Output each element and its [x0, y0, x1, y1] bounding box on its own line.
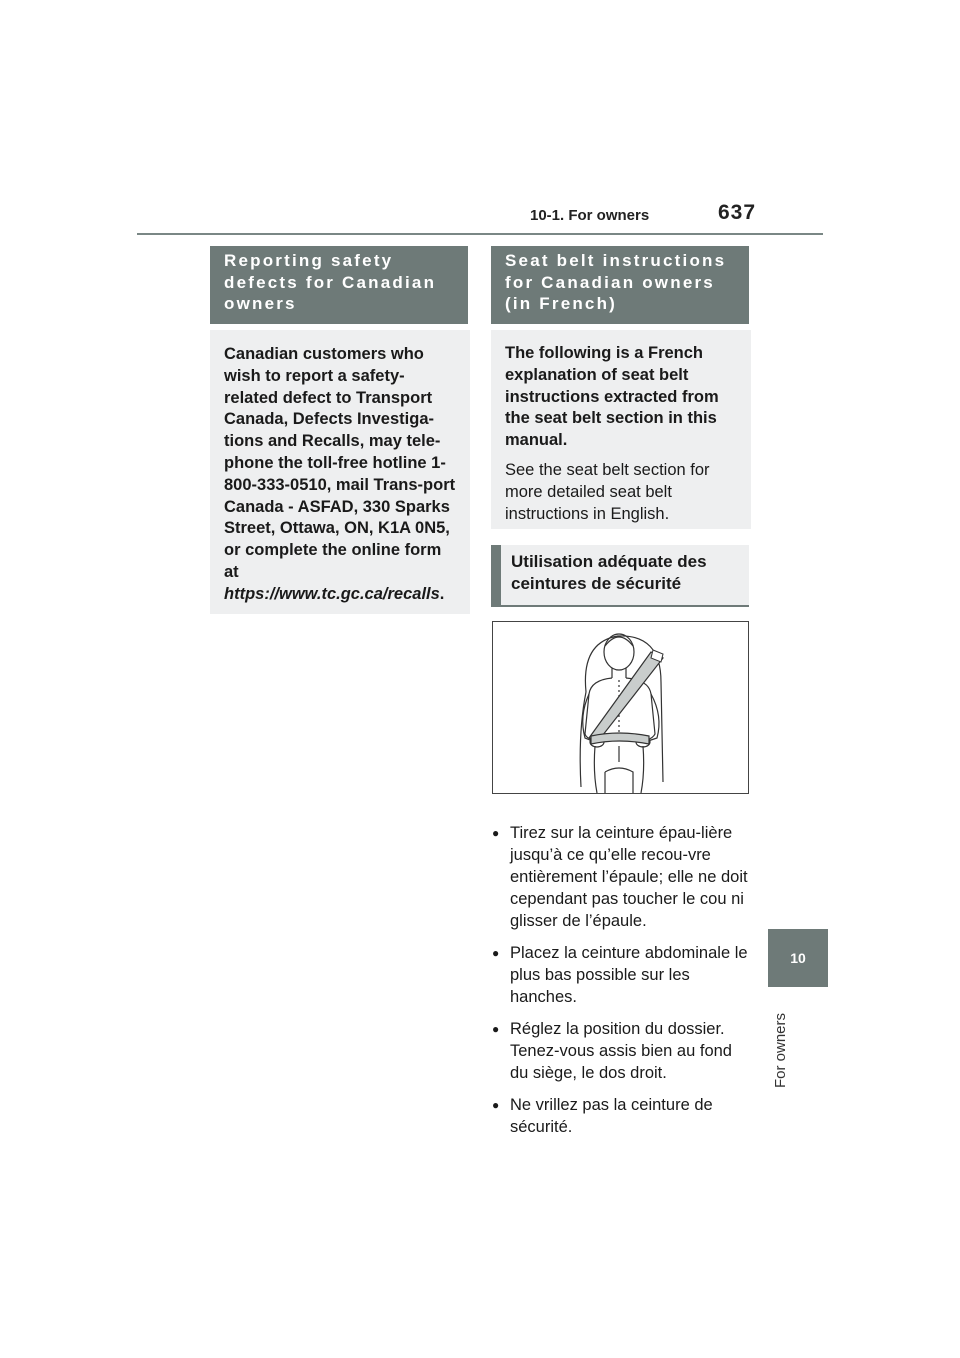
head-outline	[604, 634, 634, 670]
list-item	[492, 942, 752, 1008]
list-item	[492, 1094, 752, 1138]
chapter-tab[interactable]	[768, 929, 828, 987]
seatbelt-illustration	[492, 621, 749, 794]
chapter-tab-label	[770, 998, 790, 1088]
french-instructions-title-text: Seat belt instructions for Canadian owners (in French)	[505, 251, 727, 313]
french-instructions-intro: The following is a French explanation of seat belt instructions extracted from the seat belt section in this manual.	[505, 344, 719, 450]
list-item-text: Tirez sur la ceinture épau-lière jusqu’à ce qu’elle recou-vre entièrement l’épaule; elle ne doit cependant pas toucher le cou ni glisser de l’épaule.	[510, 824, 748, 930]
bullet-icon: ●	[492, 1022, 500, 1036]
french-instructions-body	[491, 330, 751, 529]
canada-defects-body	[210, 330, 470, 614]
seatbelt-subheading: Utilisation adéquate des ceintures de sécurité	[491, 545, 749, 607]
list-item-text: Ne vrillez pas la ceinture de sécurité.	[510, 1096, 713, 1136]
french-instructions-note: See the seat belt section for more detailed seat belt instructions in English.	[505, 460, 710, 523]
list-item	[492, 822, 752, 932]
right-leg-outline	[641, 746, 644, 793]
list-item-text: Réglez la position du dossier. Tenez-vous assis bien au fond du siège, le dos droit.	[510, 1020, 732, 1082]
left-leg-outline	[594, 746, 597, 793]
bullet-icon: ●	[492, 826, 500, 840]
canada-defects-end: .	[439, 584, 445, 603]
seatbelt-instructions-list	[492, 822, 752, 1148]
french-instructions-title	[491, 246, 749, 324]
seated-person-drawing	[493, 622, 748, 793]
canada-defects-title	[210, 246, 468, 324]
bullet-icon: ●	[492, 946, 500, 960]
section-title: 10-1. For owners	[530, 207, 650, 224]
chapter-label-text: For owners	[772, 1012, 789, 1088]
lap-belt	[591, 733, 649, 744]
bullet-icon: ●	[492, 1098, 500, 1112]
seat-cushion-outline	[605, 768, 633, 793]
canada-defects-title-text: Reporting safety defects for Canadian owners	[224, 251, 437, 313]
list-item	[492, 1018, 752, 1084]
recalls-link[interactable]: https://www.tc.gc.ca/recalls	[224, 584, 440, 603]
list-item-text: Placez la ceinture abdominale le plus bas possible sur les hanches.	[510, 944, 748, 1006]
chapter-number: 10	[790, 950, 806, 966]
canada-defects-text: Canadian customers who wish to report a safety-related defect to Transport Canada, Defects Investiga-tions and Recalls, may tele-phone the toll-free hotline 1-800-333-0510, mail Trans-port Canada - ASFAD, 330 Sparks Street, Ottawa, ON, K1A 0N5, or complete the online form at	[224, 345, 456, 581]
header-divider	[137, 233, 823, 235]
page-number: 637	[718, 201, 757, 224]
